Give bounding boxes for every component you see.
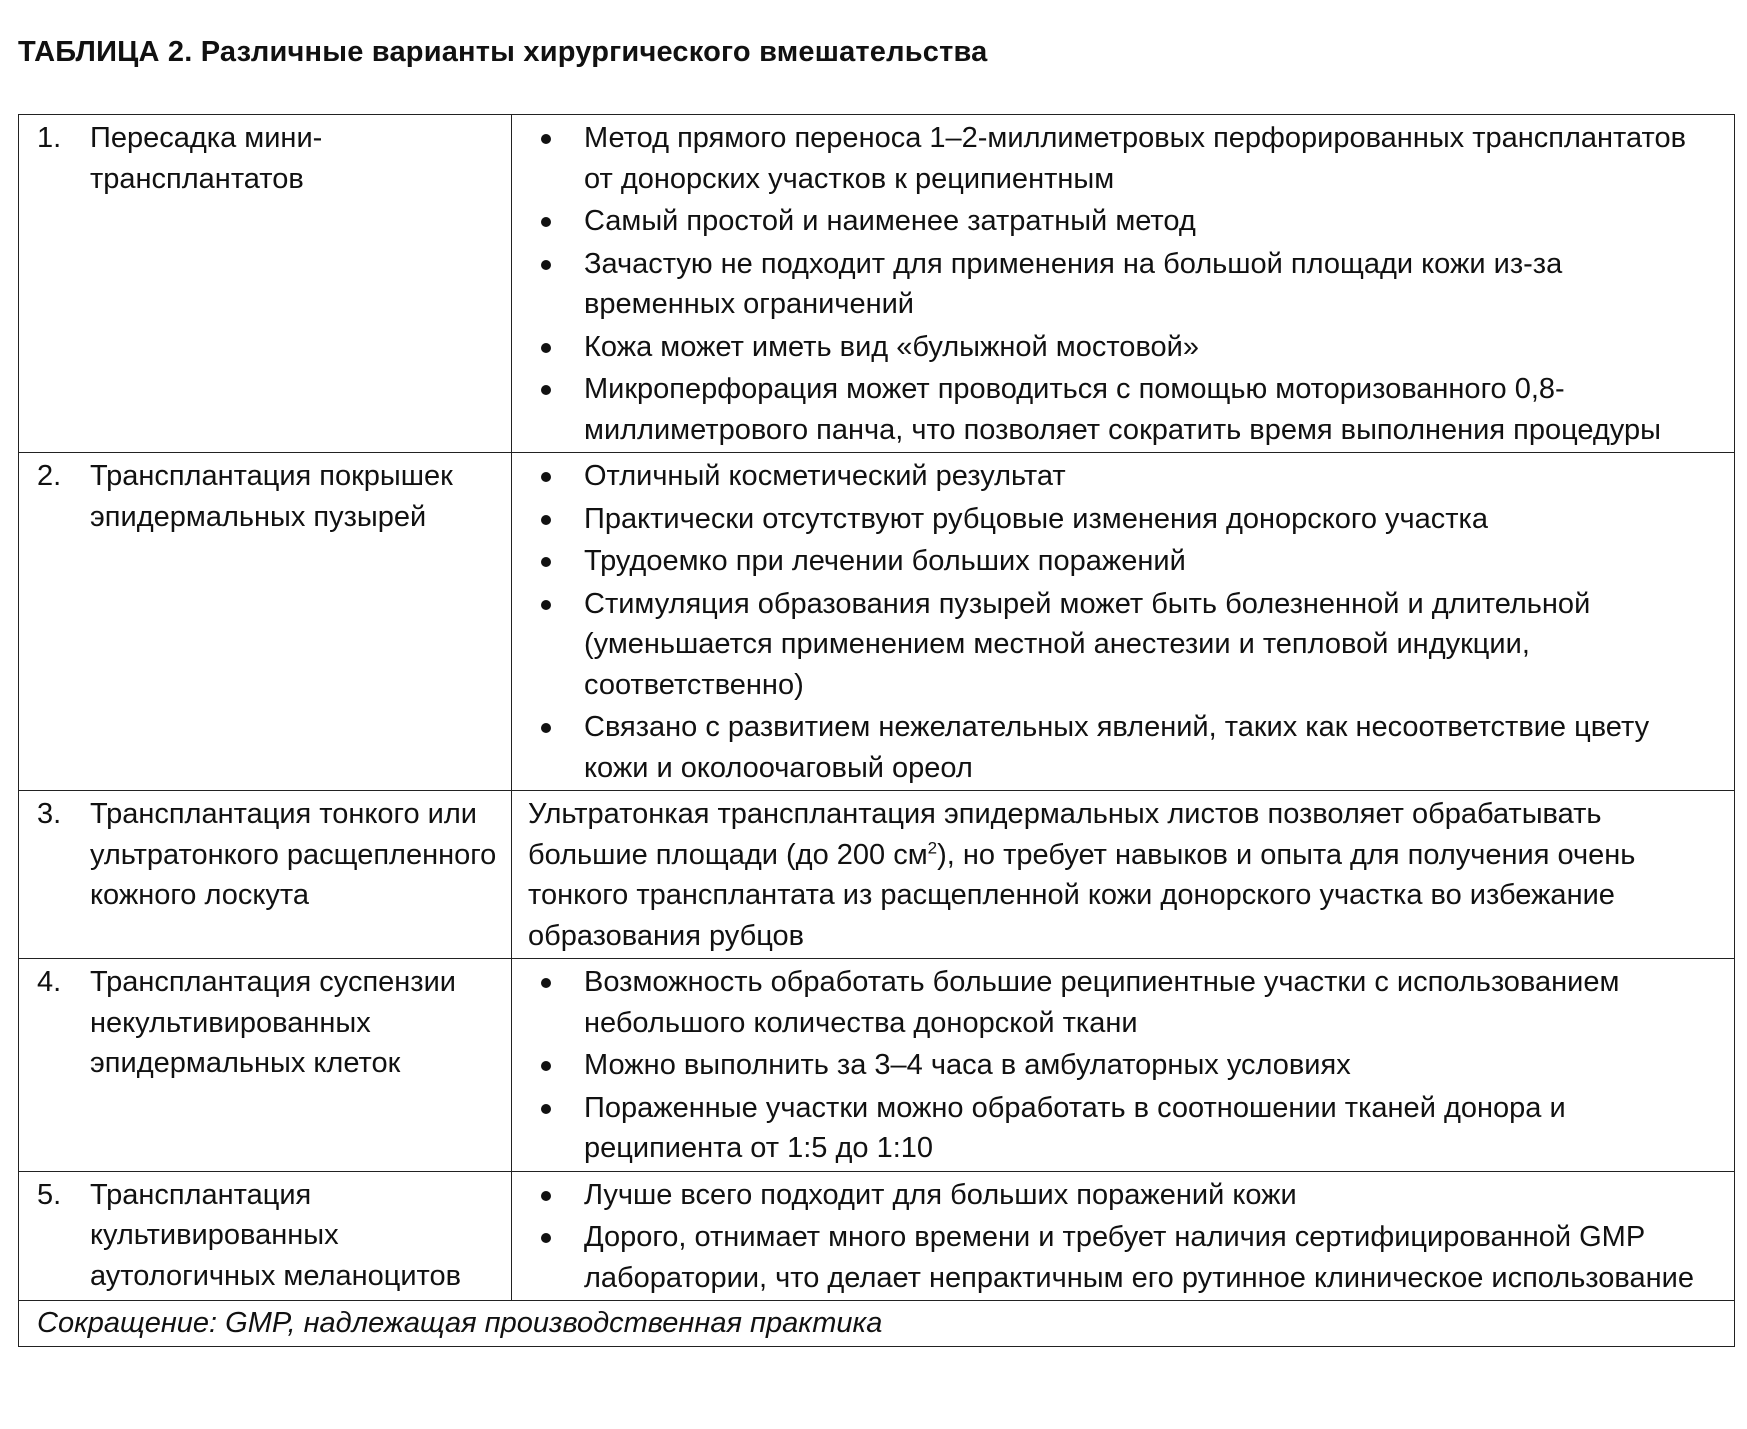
table-row: [19, 791, 1735, 959]
table-footnote: Сокращение: GMP, надлежащая производственная практика: [19, 1301, 1735, 1347]
bullet-dot-icon: [541, 1061, 551, 1071]
bullet-dot-icon: [541, 385, 551, 395]
procedure-name-cell: [19, 959, 512, 1172]
procedure-name: Пересадка мини-трансплантатов: [90, 122, 323, 195]
bullet-text: Связано с развитием нежелательных явлений, таких как несоответствие цвету кожи и околоочаговый ореол: [584, 711, 1650, 784]
procedure-details-cell: [512, 959, 1735, 1172]
procedure-name-cell: [19, 115, 512, 453]
bullet-list: [528, 962, 1720, 1169]
description-text: ), но требует навыков и опыта для получения очень тонкого трансплантата из расщепленной кожи донорского участка во избежание образования рубцов: [528, 838, 1636, 952]
table-row: [19, 115, 1735, 453]
list-item: [528, 1045, 1720, 1086]
procedure-description: [528, 794, 1720, 956]
list-item: [528, 962, 1720, 1043]
row-number: 5.: [37, 1178, 62, 1211]
bullet-text: Можно выполнить за 3–4 часа в амбулаторных условиях: [584, 1049, 1351, 1081]
procedure-details-cell: [512, 115, 1735, 453]
bullet-dot-icon: [541, 1104, 551, 1114]
bullet-text: Самый простой и наименее затратный метод: [584, 205, 1196, 237]
bullet-text: Зачастую не подходит для применения на большой площади кожи из-за временных ограничений: [584, 247, 1563, 320]
bullet-text: Трудоемко при лечении больших поражений: [584, 545, 1186, 577]
row-number: 4.: [37, 966, 62, 998]
bullet-text: Дорого, отнимает много времени и требует наличия сертифицированной GMP лаборатории, что делает непрактичным его рутинное клиническое использование: [584, 1221, 1694, 1294]
bullet-text: Отличный косметический результат: [584, 460, 1066, 492]
list-item: [528, 499, 1720, 540]
procedure-name-cell: [19, 453, 512, 791]
bullet-list: [528, 118, 1720, 450]
superscript-exponent: 2: [927, 837, 938, 857]
bullet-dot-icon: [541, 472, 551, 482]
bullet-text: Пораженные участки можно обработать в соотношении тканей донора и реципиента от 1:5 до 1:10: [584, 1091, 1566, 1164]
list-item: [528, 327, 1720, 368]
list-item: [528, 118, 1720, 199]
list-item: [528, 456, 1720, 497]
procedure-name: Трансплантация тонкого или ультратонкого расщепленного кожного лоскута: [90, 798, 497, 911]
row-number: 1.: [37, 122, 62, 154]
bullet-text: Микроперфорация может проводиться с помощью моторизованного 0,8-миллиметрового панча, что позволяет сократить время выполнения процедуры: [584, 373, 1661, 446]
bullet-dot-icon: [541, 260, 551, 270]
procedures-table: [18, 114, 1735, 1347]
bullet-dot-icon: [541, 134, 551, 144]
bullet-text: Практически отсутствуют рубцовые изменения донорского участка: [584, 502, 1489, 535]
table-footer-row: [19, 1301, 1735, 1347]
bullet-text: Метод прямого переноса 1–2-миллиметровых перфорированных трансплантатов от донорских участков к реципиентным: [584, 122, 1686, 195]
bullet-dot-icon: [541, 515, 551, 525]
bullet-dot-icon: [541, 723, 551, 733]
bullet-dot-icon: [541, 978, 551, 988]
list-item: [528, 244, 1720, 325]
procedure-details-cell: [512, 1171, 1735, 1301]
list-item: [528, 1217, 1720, 1298]
bullet-dot-icon: [541, 217, 551, 227]
list-item: [528, 201, 1720, 242]
procedure-name-cell: [19, 1171, 512, 1301]
bullet-list: [528, 456, 1720, 788]
table-row: [19, 959, 1735, 1172]
list-item: [528, 369, 1720, 450]
bullet-text: Возможность обработать большие реципиентные участки с использованием небольшого количества донорской ткани: [584, 966, 1620, 1039]
procedure-name: Трансплантация культивированных аутологичных меланоцитов: [90, 1178, 462, 1292]
list-item: [528, 1175, 1720, 1216]
list-item: [528, 541, 1720, 582]
list-item: [528, 584, 1720, 706]
bullet-list: [528, 1175, 1720, 1299]
table-row: [19, 1171, 1735, 1301]
bullet-dot-icon: [541, 1191, 551, 1201]
procedure-details-cell: [512, 453, 1735, 791]
bullet-dot-icon: [541, 343, 551, 353]
page-title: ТАБЛИЦА 2. Различные варианты хирургического вмешательства: [18, 36, 988, 68]
row-number: 3.: [37, 798, 62, 830]
bullet-dot-icon: [541, 557, 551, 567]
list-item: [528, 707, 1720, 788]
bullet-dot-icon: [541, 1233, 551, 1243]
procedure-name: Трансплантация суспензии некультивированных эпидермальных клеток: [90, 966, 456, 1079]
table-row: [19, 453, 1735, 791]
list-item: [528, 1088, 1720, 1169]
procedure-details-cell: [512, 791, 1735, 959]
description-text: Ультратонкая трансплантация эпидермальных листов позволяет обрабатывать большие площади (до 200 см: [528, 798, 1602, 871]
bullet-text: Лучше всего подходит для больших поражений кожи: [584, 1178, 1297, 1211]
procedure-name-cell: [19, 791, 512, 959]
procedure-name: Трансплантация покрышек эпидермальных пузырей: [90, 460, 453, 533]
row-number: 2.: [37, 460, 62, 492]
bullet-dot-icon: [541, 600, 551, 610]
bullet-text: Кожа может иметь вид «булыжной мостовой»: [584, 330, 1199, 363]
bullet-text: Стимуляция образования пузырей может быть болезненной и длительной (уменьшается применением местной анестезии и тепловой индукции, соответственно): [584, 587, 1591, 701]
